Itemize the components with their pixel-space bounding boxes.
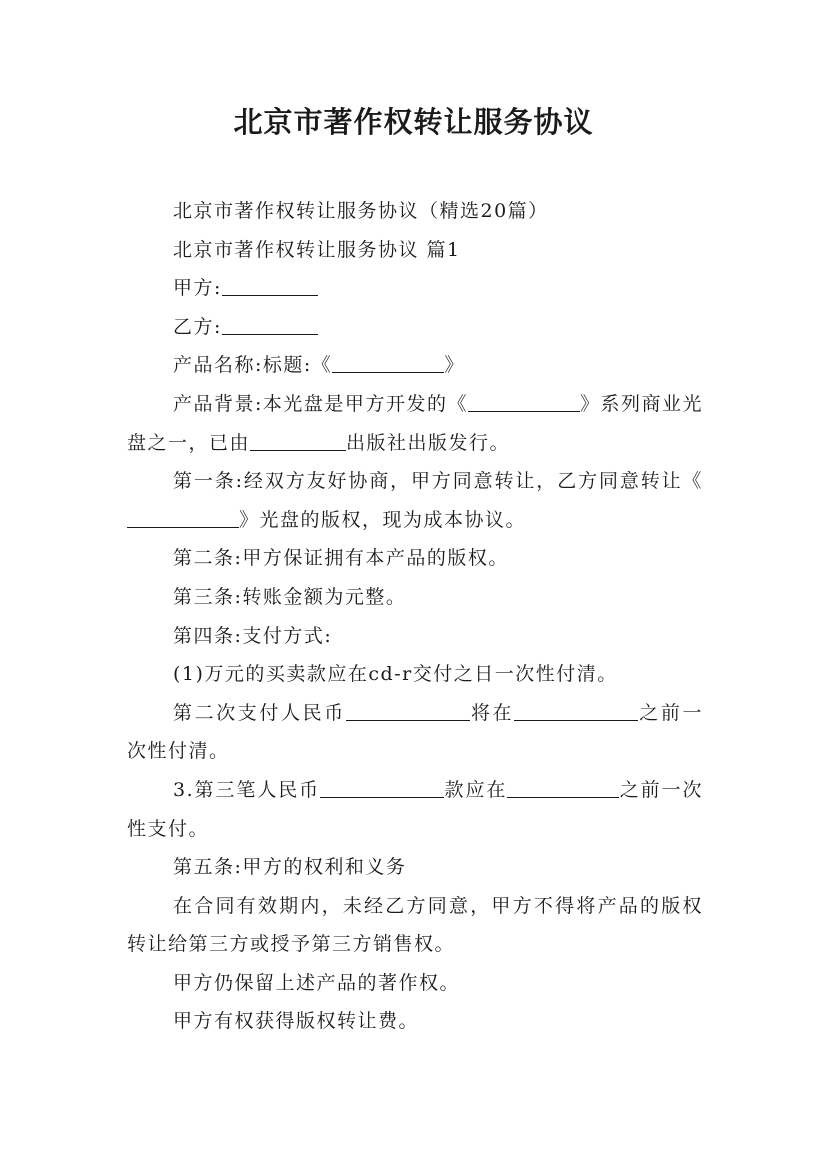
payment-3-date-blank <box>507 777 619 798</box>
product-name-label: 产品名称:标题:《 <box>173 354 333 377</box>
article-1-blank <box>127 507 239 528</box>
payment-2-text-2: 将在 <box>469 701 515 724</box>
document-title: 北京市著作权转让服务协议 <box>233 105 594 139</box>
product-name-blank <box>332 352 444 373</box>
paragraph-obligation-2: 甲方仍保留上述产品的著作权。 <box>173 971 461 994</box>
paragraph-payment-1: (1)万元的买卖款应在cd-r交付之日一次性付清。 <box>173 663 618 686</box>
document-body <box>127 192 703 1041</box>
article-1-text-1: 第一条:经双方友好协商，甲方同意转让，乙方同意转让《 <box>173 470 703 493</box>
paragraph-article-3: 第三条:转账金额为元整。 <box>173 585 407 608</box>
paragraph-article-4: 第四条:支付方式: <box>173 624 333 647</box>
payment-2-text-3: 之前一次性付清。 <box>127 701 703 763</box>
payment-3-text-1: 3.第三笔人民币 <box>173 778 321 801</box>
paragraph-party-b <box>127 308 703 347</box>
paragraph-article-5: 第五条:甲方的权利和义务 <box>173 856 407 879</box>
background-text-1: 产品背景:本光盘是甲方开发的《 <box>173 392 468 415</box>
payment-3-text-3: 之前一次性支付。 <box>127 778 703 840</box>
payment-2-date-blank <box>514 700 638 721</box>
payment-3-text-2: 款应在 <box>444 778 508 801</box>
paragraph-article-2: 第二条:甲方保证拥有本产品的版权。 <box>173 547 509 570</box>
payment-3-amount-blank <box>320 777 444 798</box>
paragraph-article-1 <box>127 462 703 539</box>
background-text-3: 出版社出版发行。 <box>346 431 511 454</box>
article-1-text-2: 》光盘的版权，现为成本协议。 <box>239 508 527 531</box>
party-a-blank <box>222 275 318 296</box>
paragraph-section-heading: 北京市著作权转让服务协议 篇1 <box>173 238 461 261</box>
payment-2-amount-blank <box>346 700 470 721</box>
paragraph-payment-3 <box>127 771 703 848</box>
party-a-label: 甲方: <box>173 277 222 300</box>
product-name-close: 》 <box>444 354 465 377</box>
party-b-label: 乙方: <box>173 315 222 338</box>
paragraph-product-name <box>127 346 703 385</box>
party-b-blank <box>222 314 318 335</box>
payment-2-text-1: 第二次支付人民币 <box>173 701 346 724</box>
background-text-2: 》系列商业光盘之一，已由 <box>127 392 703 454</box>
paragraph-party-a <box>127 269 703 308</box>
background-title-blank <box>468 391 580 412</box>
paragraph-product-background <box>127 385 703 462</box>
paragraph-subtitle: 北京市著作权转让服务协议（精选20篇） <box>173 200 549 222</box>
background-publisher-blank <box>250 430 346 451</box>
paragraph-payment-2 <box>127 694 703 771</box>
paragraph-obligation-3: 甲方有权获得版权转让费。 <box>173 1010 420 1033</box>
paragraph-obligation-1: 在合同有效期内，未经乙方同意，甲方不得将产品的版权转让给第三方或授予第三方销售权。 <box>127 894 703 956</box>
